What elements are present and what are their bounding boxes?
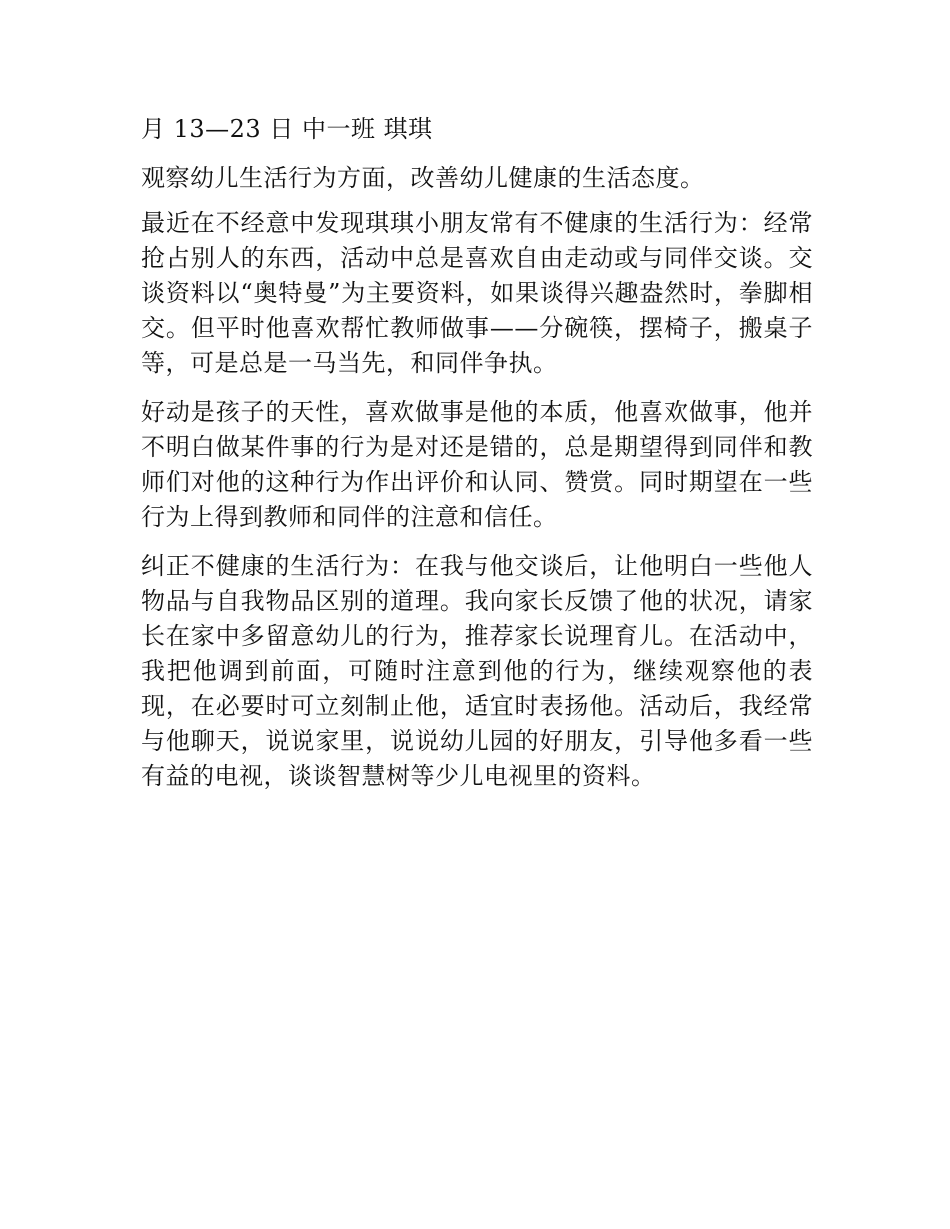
paragraph-observation-focus: 观察幼儿生活行为方面，改善幼儿健康的生活态度。 (141, 164, 705, 192)
paragraph-analysis: 好动是孩子的天性，喜欢做事是他的本质，他喜欢做事，他并不明白做某件事的行为是对还是错的，总是期望得到同伴和教师们对他的这种行为作出评价和认同、赞赏。同时期望在一些行为上得到教师和同伴的注意和信任。 (141, 398, 813, 531)
document-heading: 月 13—23 日 中一班 琪琪 (141, 115, 433, 143)
paragraph-correction-measures: 纠正不健康的生活行为：在我与他交谈后，让他明白一些他人物品与自我物品区别的道理。我向家长反馈了他的状况，请家长在家中多留意幼儿的行为，推荐家长说理育儿。在活动中，我把他调到前面，可随时注意到他的行为，继续观察他的表现，在必要时可立刻制止他，适宜时表扬他。活动后，我经常与他聊天，说说家里，说说幼儿园的好朋友，引导他多看一些有益的电视，谈谈智慧树等少儿电视里的资料。 (141, 552, 813, 790)
document-body (141, 112, 813, 808)
paragraph-observed-behavior: 最近在不经意中发现琪琪小朋友常有不健康的生活行为：经常抢占别人的东西，活动中总是喜欢自由走动或与同伴交谈。交谈资料以“奥特曼”为主要资料，如果谈得兴趣盎然时，拳脚相交。但平时他喜欢帮忙教师做事——分碗筷，摆椅子，搬桌子等，可是总是一马当先，和同伴争执。 (141, 209, 813, 377)
